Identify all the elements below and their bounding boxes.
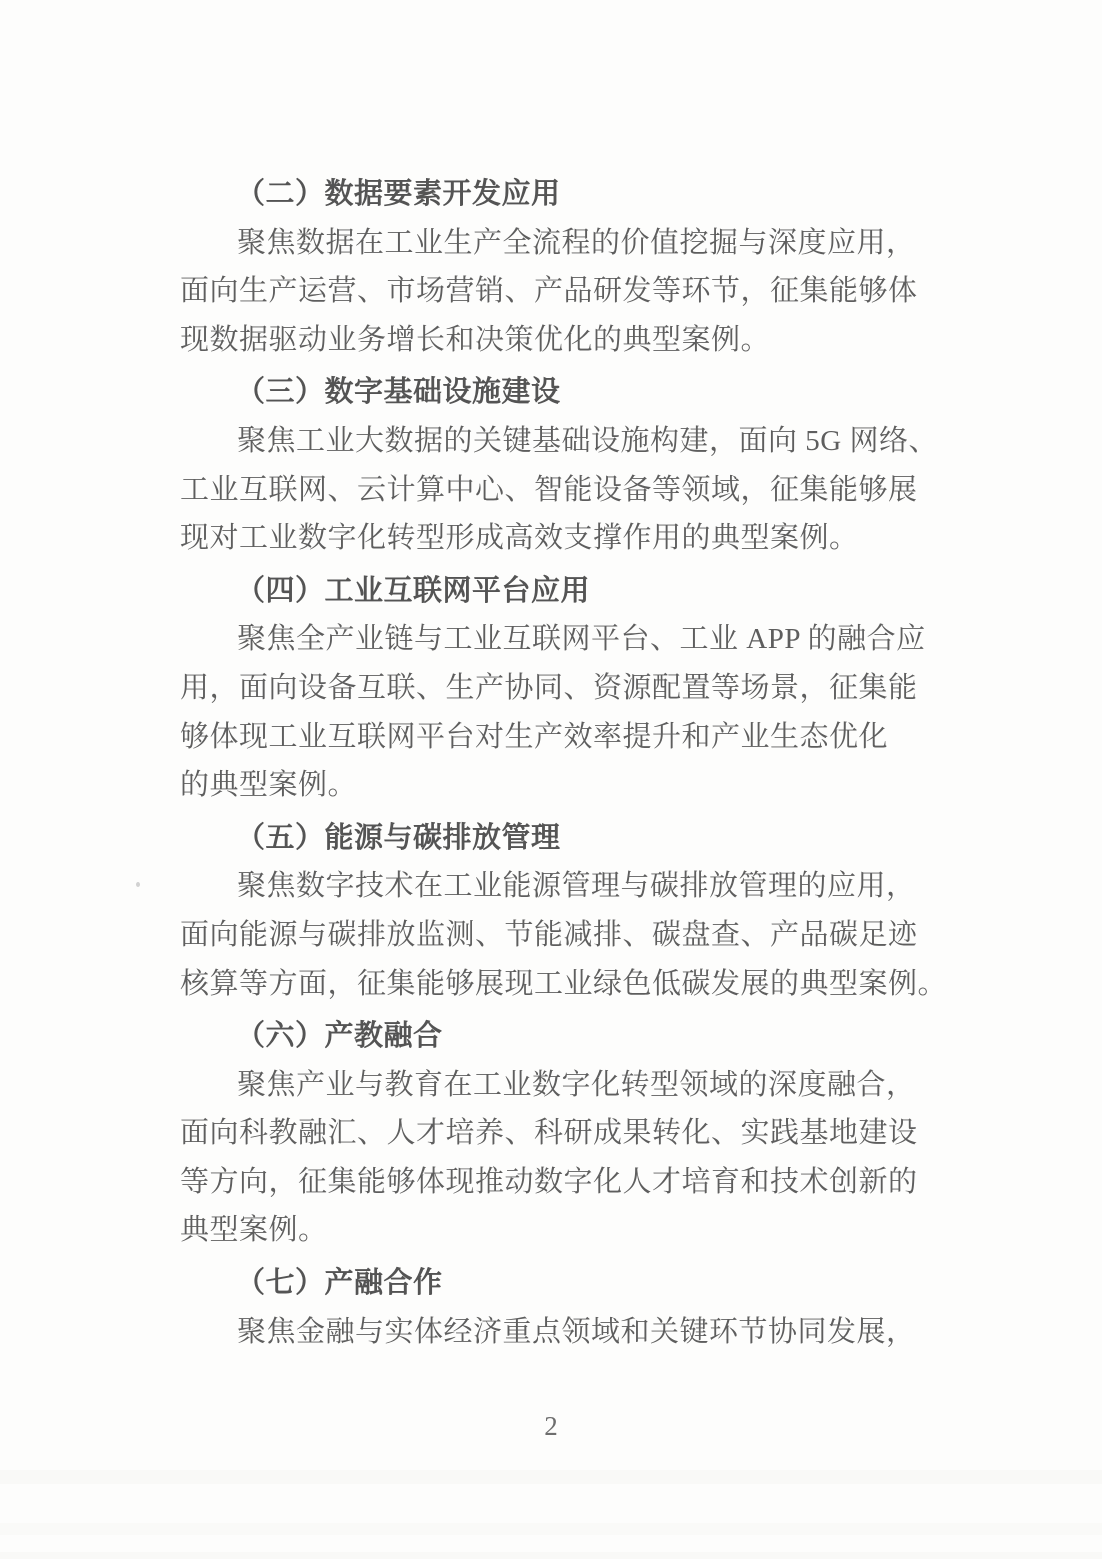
body-line: 聚焦全产业链与工业互联网平台、工业 APP 的融合应 xyxy=(237,623,926,656)
body-line: 聚焦数字技术在工业能源管理与碳排放管理的应用， xyxy=(237,870,916,903)
heading-section-3: （三）数字基础设施建设 xyxy=(236,376,561,409)
page-number: 2 xyxy=(544,1411,558,1441)
body-line: 的典型案例。 xyxy=(180,769,358,802)
body-line: 工业互联网、云计算中心、智能设备等领域，征集能够展 xyxy=(180,473,918,506)
heading-section-7: （七）产融合作 xyxy=(236,1267,443,1300)
scan-artifact xyxy=(0,1523,1102,1535)
body-line: 够体现工业互联网平台对生产效率提升和产业生态优化 xyxy=(180,720,889,753)
body-line: 聚焦产业与教育在工业数字化转型领域的深度融合， xyxy=(237,1068,916,1101)
scan-artifact xyxy=(0,1552,1102,1559)
body-line: 面向能源与碳排放监测、节能减排、碳盘查、产品碳足迹 xyxy=(180,918,918,951)
scan-speck xyxy=(136,882,140,887)
heading-section-5: （五）能源与碳排放管理 xyxy=(236,821,561,854)
body-line: 面向生产运营、市场营销、产品研发等环节，征集能够体 xyxy=(180,275,918,308)
body-line: 现数据驱动业务增长和决策优化的典型案例。 xyxy=(180,323,771,356)
body-line: 典型案例。 xyxy=(180,1214,328,1247)
body-line: 核算等方面，征集能够展现工业绿色低碳发展的典型案例。 xyxy=(180,967,948,1000)
heading-section-6: （六）产教融合 xyxy=(236,1020,443,1053)
heading-section-4: （四）工业互联网平台应用 xyxy=(236,574,591,607)
body-line: 用，面向设备互联、生产协同、资源配置等场景，征集能 xyxy=(180,671,918,704)
body-line: 聚焦工业大数据的关键基础设施构建，面向 5G 网络、 xyxy=(237,424,938,457)
body-line: 等方向，征集能够体现推动数字化人才培育和技术创新的 xyxy=(180,1165,918,1198)
document-body xyxy=(180,170,948,1356)
heading-section-2: （二）数据要素开发应用 xyxy=(236,178,561,210)
body-line: 聚焦金融与实体经济重点领域和关键环节协同发展， xyxy=(237,1315,916,1348)
body-line: 聚焦数据在工业生产全流程的价值挖掘与深度应用， xyxy=(237,226,916,259)
body-line: 面向科教融汇、人才培养、科研成果转化、实践基地建设 xyxy=(180,1117,918,1150)
scan-artifact xyxy=(0,1470,1102,1484)
body-line: 现对工业数字化转型形成高效支撑作用的典型案例。 xyxy=(180,522,859,555)
